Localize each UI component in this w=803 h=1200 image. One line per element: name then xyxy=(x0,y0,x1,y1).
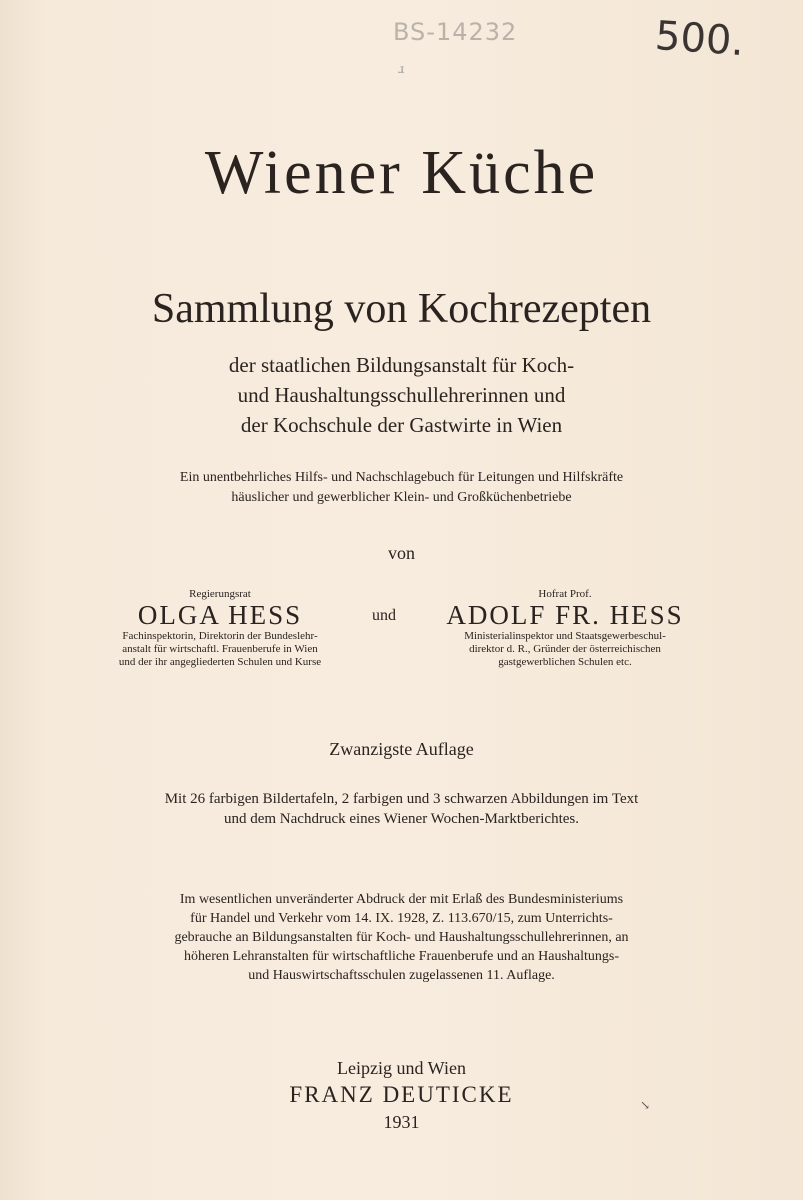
edition-label: Zwanzigste Auflage xyxy=(329,739,474,759)
approval-line: gebrauche an Bildungsanstalten für Koch- und Haushaltungsschullehrerinnen, an xyxy=(174,930,629,945)
illustrations-line: Mit 26 farbigen Bildertafeln, 2 farbigen und 3 schwarzen Abbildungen im Text xyxy=(164,791,639,807)
catalog-number-annotation: BS-14232 xyxy=(393,18,518,46)
und-label: und xyxy=(372,607,396,624)
author-desc-line: Fachinspektorin, Direktorin der Bundeslehr- xyxy=(122,630,318,642)
description-line: häuslicher und gewerblicher Klein- und Großküchenbetriebe xyxy=(231,490,572,505)
institutions xyxy=(0,350,803,440)
book-description xyxy=(0,468,803,508)
approval-line: für Handel und Verkehr vom 14. IX. 1928, Z. 113.670/15, zum Unterrichts- xyxy=(190,911,613,926)
approval-line: höheren Lehranstalten für wirtschaftliche Frauenberufe und an Haushaltungs- xyxy=(183,949,619,964)
author-role: Hofrat Prof. xyxy=(538,588,592,600)
illustrations-line: und dem Nachdruck eines Wiener Wochen-Marktberichtes. xyxy=(223,811,579,827)
author-desc-line: direktor d. R., Gründer der österreichischen xyxy=(469,643,661,655)
imprint-publisher: FRANZ DEUTICKE xyxy=(289,1082,514,1107)
author-role: Regierungsrat xyxy=(189,588,251,600)
price-annotation: 500. xyxy=(653,12,746,66)
author-desc-line: Ministerialinspektor und Staatsgewerbeschul- xyxy=(464,630,666,642)
pencil-mark: ↘ xyxy=(640,1098,651,1112)
author-desc-line: anstalt für wirtschaftl. Frauenberufe in Wien xyxy=(122,643,318,655)
author-name: OLGA HESS xyxy=(137,600,303,630)
approval-note xyxy=(0,890,803,985)
author-adolf-hess xyxy=(430,588,700,669)
author-desc-line: gastgewerblichen Schulen etc. xyxy=(498,656,632,668)
imprint-place: Leipzig und Wien xyxy=(337,1058,466,1078)
institution-line: und Haushaltungsschullehrerinnen und xyxy=(237,383,566,407)
imprint-year: 1931 xyxy=(383,1112,420,1132)
approval-line: und Hauswirtschaftsschulen zugelassenen 11. Auflage. xyxy=(248,968,555,983)
institution-line: der Kochschule der Gastwirte in Wien xyxy=(240,413,563,437)
institution-line: der staatlichen Bildungsanstalt für Koch- xyxy=(228,353,575,377)
illustrations-note xyxy=(0,789,803,829)
book-subtitle: Sammlung von Kochrezepten xyxy=(151,286,652,332)
author-desc-line: und der ihr angegliederten Schulen und Kurse xyxy=(118,656,322,668)
von-label: von xyxy=(388,543,415,563)
pencil-mark: ɹ xyxy=(398,62,405,76)
author-name: ADOLF FR. HESS xyxy=(446,600,684,630)
book-title: Wiener Küche xyxy=(204,139,599,207)
description-line: Ein unentbehrliches Hilfs- und Nachschlagebuch für Leitungen und Hilfskräfte xyxy=(179,470,624,485)
author-olga-hess xyxy=(80,588,360,669)
approval-line: Im wesentlichen unveränderter Abdruck der mit Erlaß des Bundesministeriums xyxy=(179,892,624,907)
